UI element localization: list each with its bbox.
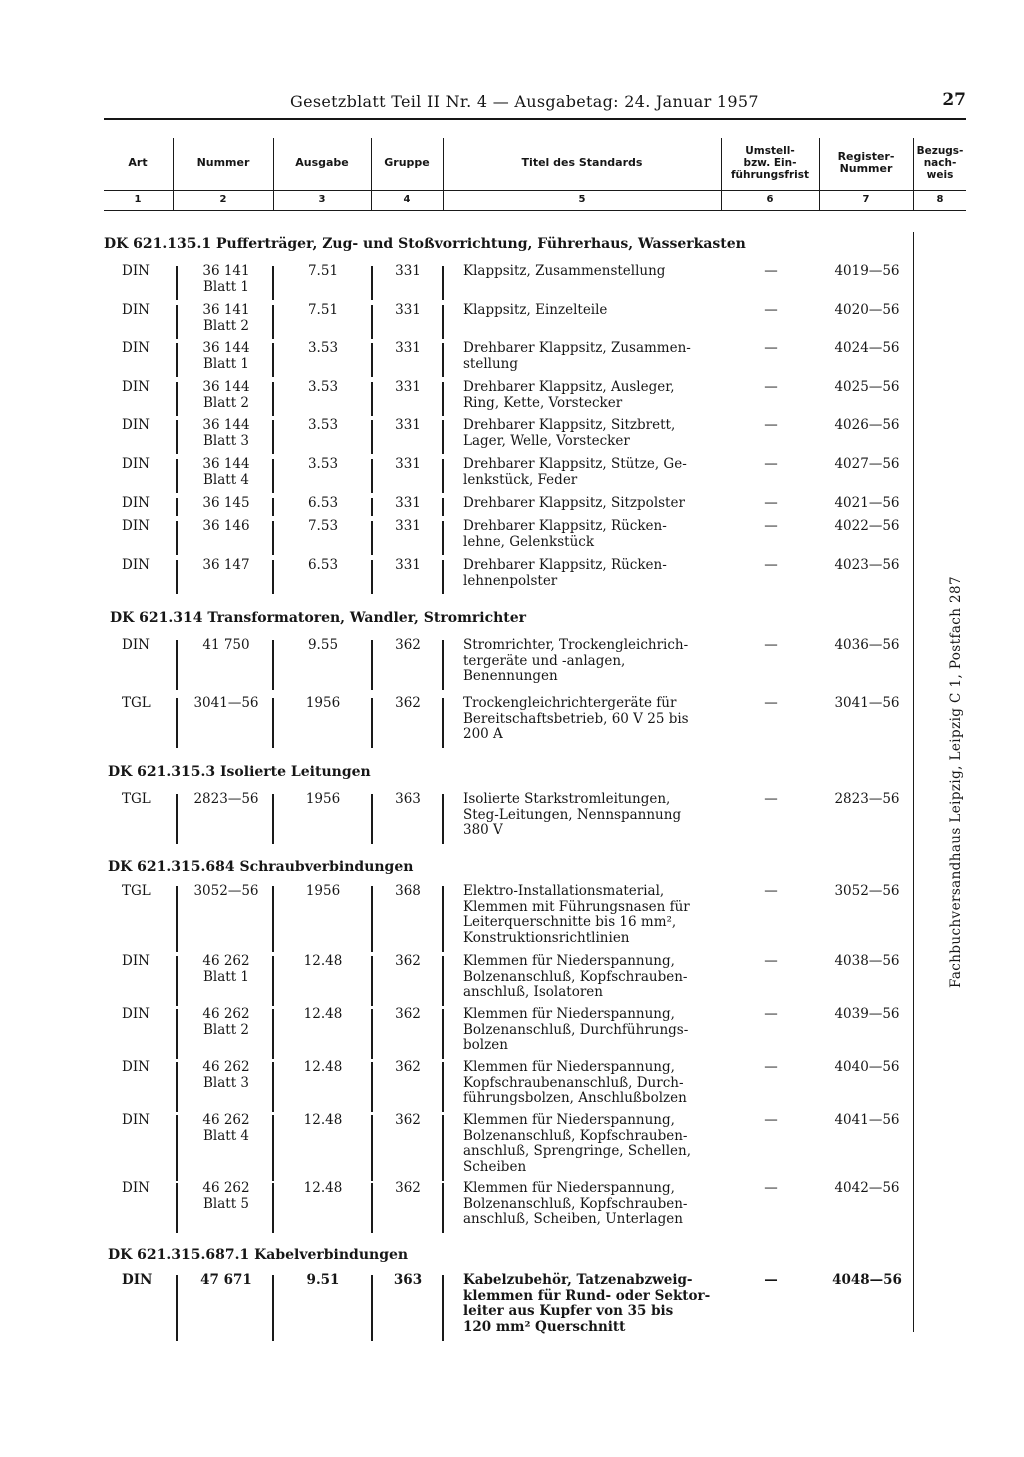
gruppe-cell: 362 bbox=[395, 637, 421, 653]
ausgabe-cell: 6.53 bbox=[307, 495, 339, 511]
column-rule bbox=[176, 459, 178, 493]
titel-cell: Elektro-Installationsmaterial, Klemmen mit Führungsnasen für Leiterquerschnitte bis 16 mm², Konstruktionsrichtlinien bbox=[463, 883, 690, 946]
titel-cell: Klemmen für Niederspannung, Bolzenanschluß, Kopfschrauben- anschluß, Isolatoren bbox=[463, 953, 688, 1000]
gruppe-cell: 331 bbox=[395, 263, 421, 279]
gruppe-cell: 331 bbox=[395, 518, 421, 534]
column-header-ausgabe: Ausgabe bbox=[295, 156, 349, 169]
gruppe-cell: 331 bbox=[395, 456, 421, 472]
art-cell: TGL bbox=[122, 695, 151, 711]
column-rule bbox=[272, 1275, 274, 1341]
nummer-cell: 3052—56 bbox=[193, 883, 259, 899]
nummer-cell: 36 147 bbox=[202, 557, 250, 573]
frist-cell: — bbox=[764, 456, 778, 472]
column-number: 1 bbox=[134, 194, 142, 205]
ausgabe-cell: 7.51 bbox=[307, 302, 339, 318]
frist-cell: — bbox=[764, 637, 778, 653]
nummer-cell: 36 144 Blatt 1 bbox=[202, 340, 250, 372]
nummer-cell: 36 141 Blatt 1 bbox=[202, 263, 250, 295]
nummer-cell: 46 262 Blatt 2 bbox=[202, 1006, 250, 1038]
page-number: 27 bbox=[942, 90, 966, 110]
register-cell: 4036—56 bbox=[834, 637, 900, 653]
column-rule bbox=[272, 521, 274, 555]
column-rule bbox=[442, 698, 444, 748]
column-rule bbox=[371, 498, 373, 516]
column-rule bbox=[371, 420, 373, 454]
column-divider bbox=[721, 138, 722, 210]
art-cell: DIN bbox=[122, 518, 150, 534]
ausgabe-cell: 3.53 bbox=[307, 417, 339, 433]
ausgabe-cell: 1956 bbox=[305, 791, 341, 807]
column-rule bbox=[272, 266, 274, 300]
register-cell: 4023—56 bbox=[834, 557, 900, 573]
nummer-cell: 36 146 bbox=[202, 518, 250, 534]
nummer-cell: 46 262 Blatt 3 bbox=[202, 1059, 250, 1091]
section-heading: DK 621.315.3 Isolierte Leitungen bbox=[108, 764, 371, 780]
column-divider bbox=[819, 138, 820, 210]
gruppe-cell: 331 bbox=[395, 340, 421, 356]
titel-cell: Drehbarer Klappsitz, Rücken- lehnenpolster bbox=[463, 557, 667, 589]
column-rule bbox=[442, 521, 444, 555]
gruppe-cell: 331 bbox=[395, 379, 421, 395]
frist-cell: — bbox=[764, 557, 778, 573]
column-rule bbox=[442, 459, 444, 493]
column-rule bbox=[442, 1062, 444, 1112]
column-rule bbox=[176, 521, 178, 555]
column-rule bbox=[442, 640, 444, 690]
column-rule bbox=[371, 521, 373, 555]
register-cell: 4026—56 bbox=[834, 417, 900, 433]
column-rule bbox=[442, 560, 444, 594]
register-cell: 4042—56 bbox=[834, 1180, 900, 1196]
column-rule bbox=[176, 343, 178, 377]
titel-cell: Klappsitz, Zusammenstellung bbox=[463, 263, 666, 279]
nummer-cell: 46 262 Blatt 5 bbox=[202, 1180, 250, 1212]
register-cell: 4022—56 bbox=[834, 518, 900, 534]
column-header-register: Register- Nummer bbox=[837, 150, 895, 175]
art-cell: DIN bbox=[122, 1006, 150, 1022]
column-rule bbox=[272, 698, 274, 748]
register-cell: 4027—56 bbox=[834, 456, 900, 472]
column-rule bbox=[272, 886, 274, 952]
column-rule bbox=[272, 1115, 274, 1181]
column-rule bbox=[272, 1062, 274, 1112]
nummer-cell: 46 262 Blatt 1 bbox=[202, 953, 250, 985]
nummer-cell: 3041—56 bbox=[193, 695, 259, 711]
column-rule bbox=[176, 266, 178, 300]
frist-cell: — bbox=[764, 1006, 778, 1022]
register-cell: 4038—56 bbox=[834, 953, 900, 969]
column-rule bbox=[176, 305, 178, 339]
register-cell: 4041—56 bbox=[834, 1112, 900, 1128]
art-cell: DIN bbox=[122, 557, 150, 573]
titel-cell: Isolierte Starkstromleitungen, Steg-Leitungen, Nennspannung 380 V bbox=[463, 791, 682, 838]
ausgabe-cell: 1956 bbox=[305, 883, 341, 899]
column-rule bbox=[371, 956, 373, 1006]
nummer-cell: 46 262 Blatt 4 bbox=[202, 1112, 250, 1144]
gruppe-cell: 363 bbox=[393, 1272, 423, 1288]
column-divider bbox=[273, 138, 274, 210]
running-head: Gesetzblatt Teil II Nr. 4 — Ausgabetag: 24. Januar 1957 bbox=[290, 92, 759, 111]
gruppe-cell: 362 bbox=[395, 1180, 421, 1196]
column-divider bbox=[371, 138, 372, 210]
nummer-cell: 36 144 Blatt 2 bbox=[202, 379, 250, 411]
column-rule bbox=[176, 498, 178, 516]
column-rule bbox=[272, 956, 274, 1006]
gruppe-cell: 362 bbox=[395, 695, 421, 711]
register-cell: 4019—56 bbox=[834, 263, 900, 279]
column-number: 2 bbox=[219, 194, 227, 205]
publisher-side-note: Fachbuchversandhaus Leipzig, Leipzig C 1, Postfach 287 bbox=[948, 576, 964, 988]
column-rule bbox=[272, 305, 274, 339]
column-divider bbox=[173, 138, 174, 210]
column-rule bbox=[371, 1275, 373, 1341]
titel-cell: Klemmen für Niederspannung, Bolzenanschluß, Kopfschrauben- anschluß, Scheiben, Unterlagen bbox=[463, 1180, 688, 1227]
column-rule bbox=[176, 1115, 178, 1181]
ausgabe-cell: 6.53 bbox=[307, 557, 339, 573]
art-cell: DIN bbox=[122, 637, 150, 653]
titel-cell: Klemmen für Niederspannung, Bolzenanschluß, Kopfschrauben- anschluß, Sprengringe, Schellen, Scheiben bbox=[463, 1112, 691, 1175]
column-header-art: Art bbox=[128, 156, 148, 169]
gruppe-cell: 368 bbox=[395, 883, 421, 899]
art-cell: DIN bbox=[122, 302, 150, 318]
ausgabe-cell: 12.48 bbox=[303, 1180, 343, 1196]
column-rule bbox=[442, 1115, 444, 1181]
column-header bbox=[0, 138, 1024, 210]
column-rule bbox=[176, 560, 178, 594]
titel-cell: Drehbarer Klappsitz, Sitzpolster bbox=[463, 495, 685, 511]
gruppe-cell: 362 bbox=[395, 1006, 421, 1022]
column-divider-bezug bbox=[913, 232, 914, 1332]
frist-cell: — bbox=[764, 883, 778, 899]
register-cell: 4025—56 bbox=[834, 379, 900, 395]
ausgabe-cell: 3.53 bbox=[307, 379, 339, 395]
art-cell: DIN bbox=[122, 1112, 150, 1128]
column-rule bbox=[176, 1009, 178, 1059]
column-number: 6 bbox=[766, 194, 774, 205]
column-header-bezug: Bezugs- nach- weis bbox=[916, 145, 964, 181]
column-divider bbox=[913, 138, 914, 210]
ausgabe-cell: 7.53 bbox=[307, 518, 339, 534]
gruppe-cell: 362 bbox=[395, 953, 421, 969]
titel-cell: Klemmen für Niederspannung, Kopfschraubenanschluß, Durch- führungsbolzen, Anschlußbolzen bbox=[463, 1059, 687, 1106]
ausgabe-cell: 12.48 bbox=[303, 953, 343, 969]
titel-cell: Drehbarer Klappsitz, Rücken- lehne, Gelenkstück bbox=[463, 518, 667, 550]
column-rule bbox=[272, 459, 274, 493]
column-divider bbox=[443, 138, 444, 210]
nummer-cell: 2823—56 bbox=[193, 791, 259, 807]
gruppe-cell: 331 bbox=[395, 495, 421, 511]
titel-cell: Trockengleichrichtergeräte für Bereitschaftsbetrieb, 60 V 25 bis 200 A bbox=[463, 695, 689, 742]
frist-cell: — bbox=[764, 1112, 778, 1128]
column-header-nummer: Nummer bbox=[196, 156, 250, 169]
ausgabe-cell: 12.48 bbox=[303, 1059, 343, 1075]
nummer-cell: 41 750 bbox=[202, 637, 250, 653]
column-rule bbox=[176, 956, 178, 1006]
column-rule bbox=[442, 420, 444, 454]
titel-cell: Stromrichter, Trockengleichrich- tergeräte und -anlagen, Benennungen bbox=[463, 637, 689, 684]
column-rule bbox=[371, 459, 373, 493]
art-cell: DIN bbox=[122, 953, 150, 969]
register-cell: 3052—56 bbox=[834, 883, 900, 899]
column-rule bbox=[272, 1009, 274, 1059]
ausgabe-cell: 7.51 bbox=[307, 263, 339, 279]
art-cell: DIN bbox=[122, 263, 150, 279]
ausgabe-cell: 9.51 bbox=[306, 1272, 340, 1288]
register-cell: 4048—56 bbox=[832, 1272, 902, 1288]
header-divider bbox=[104, 190, 966, 191]
column-header-frist: Umstell- bzw. Ein- führungsfrist bbox=[730, 145, 810, 181]
titel-cell: Klappsitz, Einzelteile bbox=[463, 302, 608, 318]
titel-cell: Drehbarer Klappsitz, Stütze, Ge- lenkstück, Feder bbox=[463, 456, 687, 488]
register-cell: 4020—56 bbox=[834, 302, 900, 318]
column-rule bbox=[442, 305, 444, 339]
frist-cell: — bbox=[764, 340, 778, 356]
column-rule bbox=[442, 498, 444, 516]
column-rule bbox=[176, 1183, 178, 1233]
section-heading: DK 621.315.687.1 Kabelverbindungen bbox=[108, 1247, 409, 1263]
column-rule bbox=[442, 382, 444, 416]
column-number: 5 bbox=[578, 194, 586, 205]
column-rule bbox=[371, 698, 373, 748]
column-rule bbox=[442, 956, 444, 1006]
art-cell: DIN bbox=[122, 379, 150, 395]
header-rule bbox=[104, 118, 966, 120]
titel-cell: Kabelzubehör, Tatzenabzweig- klemmen für Rund- oder Sektor- leiter aus Kupfer von 35 bis 120 mm² Querschnitt bbox=[463, 1272, 711, 1335]
column-rule bbox=[442, 1183, 444, 1233]
art-cell: DIN bbox=[122, 1272, 153, 1288]
column-rule bbox=[272, 794, 274, 844]
register-cell: 4039—56 bbox=[834, 1006, 900, 1022]
column-rule bbox=[371, 1115, 373, 1181]
column-rule bbox=[442, 794, 444, 844]
column-number: 4 bbox=[403, 194, 411, 205]
frist-cell: — bbox=[764, 1059, 778, 1075]
frist-cell: — bbox=[764, 495, 778, 511]
ausgabe-cell: 3.53 bbox=[307, 456, 339, 472]
nummer-cell: 36 144 Blatt 3 bbox=[202, 417, 250, 449]
column-rule bbox=[176, 382, 178, 416]
nummer-cell: 47 671 bbox=[200, 1272, 252, 1288]
art-cell: DIN bbox=[122, 1059, 150, 1075]
section-heading: DK 621.314 Transformatoren, Wandler, Stromrichter bbox=[110, 610, 527, 626]
column-header-gruppe: Gruppe bbox=[384, 156, 430, 169]
column-rule bbox=[176, 420, 178, 454]
ausgabe-cell: 12.48 bbox=[303, 1112, 343, 1128]
titel-cell: Drehbarer Klappsitz, Ausleger, Ring, Kette, Vorstecker bbox=[463, 379, 675, 411]
art-cell: TGL bbox=[122, 883, 151, 899]
column-rule bbox=[371, 794, 373, 844]
nummer-cell: 36 144 Blatt 4 bbox=[202, 456, 250, 488]
column-rule bbox=[272, 343, 274, 377]
column-rule bbox=[272, 560, 274, 594]
register-cell: 4024—56 bbox=[834, 340, 900, 356]
column-rule bbox=[371, 1062, 373, 1112]
column-rule bbox=[442, 1009, 444, 1059]
art-cell: DIN bbox=[122, 340, 150, 356]
frist-cell: — bbox=[764, 263, 778, 279]
ausgabe-cell: 1956 bbox=[305, 695, 341, 711]
column-rule bbox=[371, 640, 373, 690]
column-rule bbox=[176, 886, 178, 952]
titel-cell: Drehbarer Klappsitz, Zusammen- stellung bbox=[463, 340, 691, 372]
frist-cell: — bbox=[764, 379, 778, 395]
frist-cell: — bbox=[764, 518, 778, 534]
frist-cell: — bbox=[764, 302, 778, 318]
gruppe-cell: 331 bbox=[395, 302, 421, 318]
art-cell: DIN bbox=[122, 495, 150, 511]
column-rule bbox=[272, 1183, 274, 1233]
column-rule bbox=[371, 1009, 373, 1059]
header-bottom-rule bbox=[104, 210, 966, 211]
column-header-titel: Titel des Standards bbox=[521, 156, 643, 169]
register-cell: 3041—56 bbox=[834, 695, 900, 711]
ausgabe-cell: 12.48 bbox=[303, 1006, 343, 1022]
gruppe-cell: 362 bbox=[395, 1059, 421, 1075]
art-cell: DIN bbox=[122, 417, 150, 433]
gruppe-cell: 362 bbox=[395, 1112, 421, 1128]
gruppe-cell: 331 bbox=[395, 557, 421, 573]
column-rule bbox=[442, 1275, 444, 1341]
column-number: 3 bbox=[318, 194, 326, 205]
column-rule bbox=[176, 1062, 178, 1112]
register-cell: 4021—56 bbox=[834, 495, 900, 511]
column-rule bbox=[371, 1183, 373, 1233]
column-rule bbox=[176, 698, 178, 748]
column-rule bbox=[442, 343, 444, 377]
column-rule bbox=[371, 560, 373, 594]
gruppe-cell: 331 bbox=[395, 417, 421, 433]
column-rule bbox=[371, 266, 373, 300]
art-cell: DIN bbox=[122, 1180, 150, 1196]
column-rule bbox=[272, 382, 274, 416]
column-number: 8 bbox=[936, 194, 944, 205]
frist-cell: — bbox=[764, 1272, 778, 1288]
frist-cell: — bbox=[764, 953, 778, 969]
column-rule bbox=[272, 498, 274, 516]
ausgabe-cell: 3.53 bbox=[307, 340, 339, 356]
art-cell: TGL bbox=[122, 791, 151, 807]
nummer-cell: 36 145 bbox=[202, 495, 250, 511]
page-header bbox=[104, 90, 966, 116]
frist-cell: — bbox=[764, 417, 778, 433]
column-rule bbox=[371, 343, 373, 377]
art-cell: DIN bbox=[122, 456, 150, 472]
column-rule bbox=[371, 305, 373, 339]
register-cell: 2823—56 bbox=[834, 791, 900, 807]
column-rule bbox=[371, 382, 373, 416]
column-rule bbox=[442, 886, 444, 952]
column-rule bbox=[371, 886, 373, 952]
frist-cell: — bbox=[764, 1180, 778, 1196]
column-rule bbox=[272, 640, 274, 690]
section-heading: DK 621.135.1 Pufferträger, Zug- und Stoßvorrichtung, Führerhaus, Wasserkasten bbox=[104, 236, 746, 252]
frist-cell: — bbox=[764, 695, 778, 711]
column-rule bbox=[176, 1275, 178, 1341]
ausgabe-cell: 9.55 bbox=[307, 637, 339, 653]
column-rule bbox=[176, 640, 178, 690]
frist-cell: — bbox=[764, 791, 778, 807]
nummer-cell: 36 141 Blatt 2 bbox=[202, 302, 250, 334]
gruppe-cell: 363 bbox=[395, 791, 421, 807]
titel-cell: Klemmen für Niederspannung, Bolzenanschluß, Durchführungs- bolzen bbox=[463, 1006, 689, 1053]
column-rule bbox=[272, 420, 274, 454]
column-number: 7 bbox=[862, 194, 870, 205]
column-rule bbox=[176, 794, 178, 844]
titel-cell: Drehbarer Klappsitz, Sitzbrett, Lager, Welle, Vorstecker bbox=[463, 417, 676, 449]
column-rule bbox=[442, 266, 444, 300]
section-heading: DK 621.315.684 Schraubverbindungen bbox=[108, 859, 414, 875]
register-cell: 4040—56 bbox=[834, 1059, 900, 1075]
